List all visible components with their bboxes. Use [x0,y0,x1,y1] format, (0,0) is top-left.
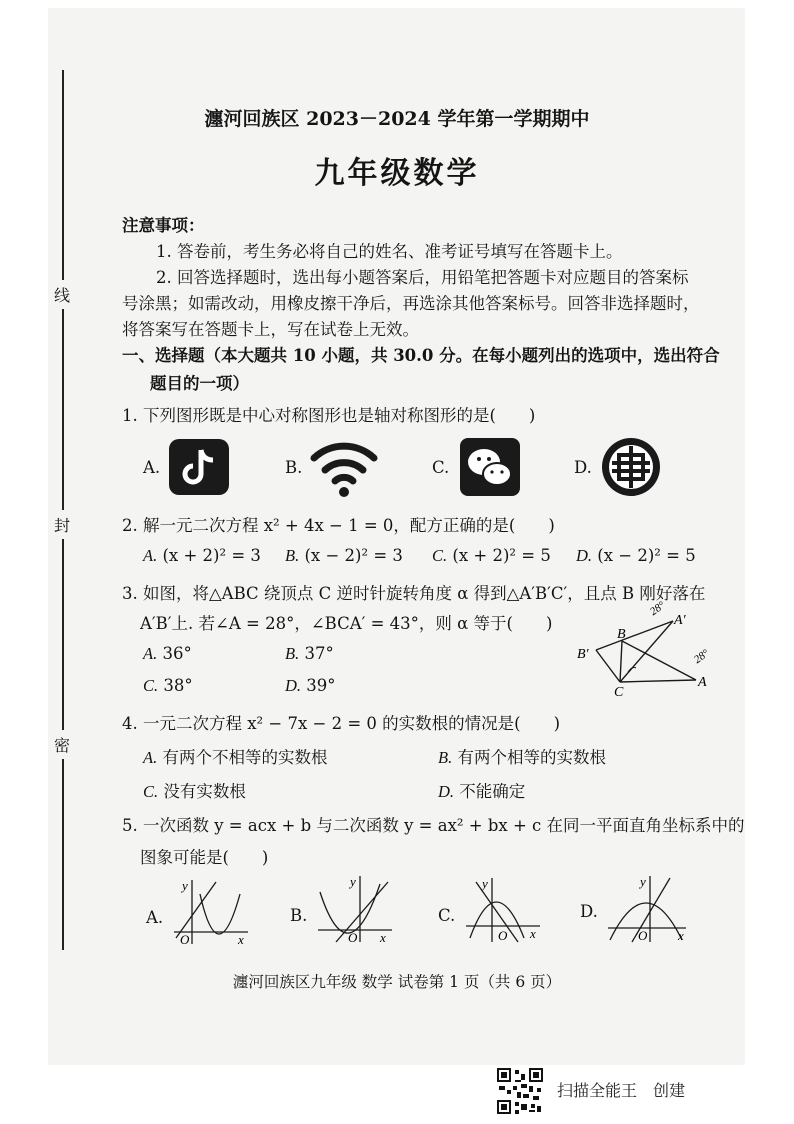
q5-option-d-label: D. [580,902,598,921]
q1-option-d-label: D. [574,458,592,477]
q5a-origin-label: O [180,932,190,946]
q4-option-c [143,778,246,802]
q1-option-a-label: A. [143,458,161,477]
q2-option-c-text: (x + 2)² = 5 [452,546,551,565]
fig-label-a: A [698,675,707,690]
notes-item-2-line-2: 号涂黑；如需改动，用橡皮擦干净后，再选涂其他答案标号。回答非选择题时， [122,294,700,313]
rotation-triangle-figure [574,596,724,702]
bank-logo-icon [600,436,662,498]
q4-option-d-label: D. [438,782,455,801]
q4-option-b-text: 有两个相等的实数根 [457,748,606,767]
q5-graph-b [314,870,396,944]
binding-mark-seal: 封 [52,510,72,539]
q4-option-a-text: 有两个不相等的实数根 [162,748,328,767]
q4-option-b-label: B. [438,748,453,767]
q3-option-a [143,644,192,664]
q5c-x-label: x [530,926,536,941]
fig-handwritten-note-2: 28° [691,647,712,667]
q2-option-b-text: (x − 2)² = 3 [304,546,403,565]
question-3-line-1: 3. 如图，将△ABC 绕顶点 C 逆时针旋转角度 α 得到△A′B′C′，且点 B 刚好落在 [122,584,706,603]
q1-option-b-label: B. [285,458,303,477]
exam-title: 瀍河回族区 2023－2024 学年第一学期期中 [204,108,590,130]
section-1-heading: 一、选择题（本大题共 10 小题，共 30.0 分。在每小题列出的选项中，选出符合 [122,346,720,365]
question-2-stem: 2. 解一元二次方程 x² + 4x − 1 = 0，配方正确的是( ) [122,516,555,535]
q5-option-a-label: A. [146,908,164,927]
fig-label-b: B [617,627,626,642]
q2-option-d-label: D. [576,546,593,565]
q2-option-a [143,546,261,566]
question-3-line-2: A′B′上. 若∠A = 28°，∠BCA′ = 43°，则 α 等于( ) [140,614,553,633]
wechat-logo-icon [459,437,521,497]
notes-item-1: 1. 答卷前，考生务必将自己的姓名、准考证号填写在答题卡上。 [156,242,623,261]
q5b-origin-label: O [348,930,358,944]
section-1-heading-cont: 题目的一项） [150,374,249,393]
q5a-y-label: y [182,878,188,893]
q4-option-a [143,744,327,768]
fig-label-a-prime: A′ [674,613,686,628]
q4-option-d-text: 不能确定 [459,782,526,801]
q2-option-b-label: B. [285,546,300,565]
q4-option-a-label: A. [143,748,158,767]
page-footer: 瀍河回族区九年级 数学 试卷第 1 页（共 6 页） [232,973,562,991]
q5-option-b-label: B. [290,906,308,925]
q5d-origin-label: O [638,928,648,943]
q2-option-b [285,546,403,566]
q4-option-b [438,744,606,768]
q3-option-a-text: 36° [162,644,192,663]
q3-option-b [285,644,334,664]
q3-option-b-label: B. [285,644,300,663]
q2-option-d [576,546,696,566]
q5-graph-d [604,870,690,944]
q5-graph-a [170,874,252,946]
notes-item-2-line-3: 将答案写在答题卡上，写在试卷上无效。 [122,320,419,339]
question-4-stem: 4. 一元二次方程 x² − 7x − 2 = 0 的实数根的情况是( ) [122,714,561,733]
q2-option-c [432,546,551,566]
q4-option-c-label: C. [143,782,159,801]
q1-option-c-label: C. [432,458,450,477]
q3-option-a-label: A. [143,644,158,663]
notes-item-2-line-1: 2. 回答选择题时，选出每小题答案后，用铅笔把答题卡对应题目的答案标 [156,268,689,287]
fig-handwritten-note-1: 28° [647,599,668,619]
q2-option-c-label: C. [432,546,448,565]
binding-mark-line: 线 [52,280,72,309]
q3-option-d [285,676,336,696]
qr-code-icon [497,1068,543,1114]
q4-option-c-text: 没有实数根 [163,782,246,801]
fig-label-b-prime: B′ [577,647,589,662]
q5-option-c-label: C. [438,906,456,925]
q3-option-d-label: D. [285,676,302,695]
binding-mark-secret: 密 [52,730,72,759]
q3-option-c [143,676,193,696]
q2-option-a-label: A. [143,546,158,565]
q5b-x-label: x [380,930,386,944]
fig-label-c: C [614,685,624,700]
q5d-y-label: y [640,874,646,889]
q5d-x-label: x [678,928,684,943]
q3-option-c-label: C. [143,676,159,695]
q2-option-d-text: (x − 2)² = 5 [597,546,696,565]
question-5-line-2: 图象可能是( ) [140,848,269,867]
question-1-stem: 1. 下列图形既是中心对称图形也是轴对称图形的是( ) [122,406,536,425]
q5b-y-label: y [350,874,356,889]
tiktok-logo-icon [168,438,230,496]
q3-option-d-text: 39° [306,676,336,695]
q5a-x-label: x [238,932,244,946]
q5-graph-c [462,872,544,944]
question-5-line-1: 5. 一次函数 y = acx + b 与二次函数 y = ax² + bx + c 在同一平面直角坐标系中的 [122,816,745,835]
q5c-origin-label: O [498,928,508,943]
q2-option-a-text: (x + 2)² = 3 [162,546,261,565]
notes-heading: 注意事项： [122,216,205,235]
q4-option-d [438,778,525,802]
wifi-icon [310,436,378,498]
q3-option-c-text: 38° [163,676,193,695]
exam-subject: 九年级数学 [314,156,480,191]
q5c-y-label: y [482,876,488,891]
scanner-brand-watermark: 扫描全能王 创建 [557,1081,686,1100]
q3-option-b-text: 37° [304,644,334,663]
